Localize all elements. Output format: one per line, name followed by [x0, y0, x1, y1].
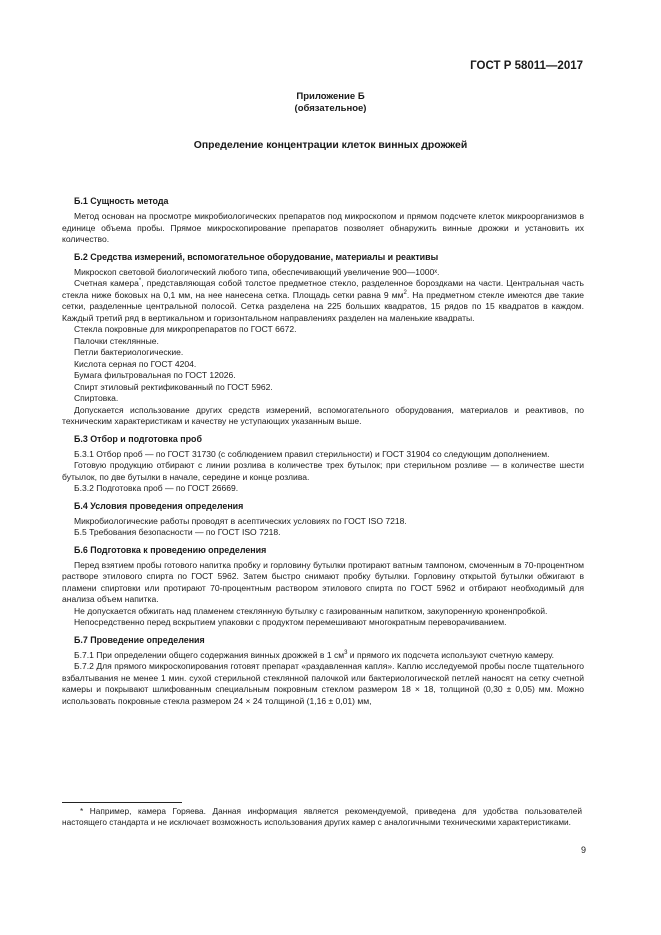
list-item: Стекла покровные для микропрепаратов по ГОСТ 6672.: [74, 324, 297, 334]
section-b2: [62, 251, 584, 428]
paragraph-counting-chamber: Счетная камера*, представляющая собой толстое предметное стекло, разделенное бороздками на части. Центральная часть стекла ниже боковых на 0,1 мм, на нее нанесена сетка. Площадь сетки равна 9 $мм^2$. На предметном стекле имеются две такие сетки, разделенные центральной полосой. Сетка разделена на 225 больших квадратов, 15 рядов по 15 квадратов в каждом. Каждый третий ряд в вертикальном и горизонтальном направлениях разделен на маленькие квадраты.: [62, 278, 584, 323]
paragraph: Микроскоп световой биологический любого типа, обеспечивающий увеличение 900—1000ˣ.: [74, 266, 440, 277]
section-heading: Б.1 Сущность метода: [74, 196, 169, 206]
list-item: Бумага фильтровальная по ГОСТ 12026.: [74, 370, 236, 380]
section-b1: [62, 195, 584, 246]
list-item: Палочки стеклянные.: [74, 335, 159, 346]
document-title: Определение концентрации клеток винных дрожжей: [193, 140, 468, 151]
paragraph: Б.7.1 При определении общего содержания винных дрожжей в 1 $см^3$ и прямого их подсчета используют счетную камеру.: [74, 649, 555, 660]
section-heading: Б.7 Проведение определения: [74, 634, 205, 645]
document-code: ГОСТ Р 58011—2017: [470, 60, 583, 72]
section-heading: Б.3 Отбор и подготовка проб: [74, 433, 202, 444]
footnote-divider: [62, 802, 182, 803]
section-b3: [62, 433, 584, 495]
paragraph: Микробиологические работы проводят в асептических условиях по ГОСТ ISO 7218.: [74, 515, 407, 526]
paragraph: Непосредственно перед вскрытием упаковки с продуктом перемешивают многократным переворачиванием.: [74, 617, 507, 627]
footnote: * Например, камера Горяева. Данная информация является рекомендуемой, приведена для удобства пользователей настоящего стандарта и не исключает возможность использования других камер с аналогичными техническими характеристиками.: [62, 806, 582, 827]
list-item: Спиртовка.: [74, 393, 119, 403]
page-number: 9: [580, 845, 586, 855]
appendix-label: Приложение Б: [296, 91, 365, 102]
list-item: Спирт этиловый ректификованный по ГОСТ 5962.: [74, 381, 273, 392]
section-heading: Б.4 Условия проведения определения: [74, 500, 244, 511]
list-item: Петли бактериологические.: [74, 347, 184, 357]
paragraph: Б.3.2 Подготовка проб — по ГОСТ 26669.: [74, 483, 239, 493]
paragraph: Перед взятием пробы готового напитка пробку и горловину бутылки протирают ватным тампоном, смоченным в 70-процентном растворе этилового спирта по ГОСТ 5962. Затем быстро снимают пробку бутылки. Горловину открытой бутылки обжигают в пламени спиртовки или протирают 70-процентным раствором этилового спирта по ГОСТ 5962 и отбирают необходимый для анализа объем напитка.: [62, 559, 584, 604]
paragraph: Метод основан на просмотре микробиологических препаратов под микроскопом и прямом подсчете клеток микроорганизмов в единице объема пробы. Прямое микроскопирование препаратов позволяет обнаружить винные дрожжи и установить их количество.: [62, 211, 584, 244]
appendix-header: [0, 91, 661, 115]
paragraph: Б.5 Требования безопасности — по ГОСТ ISO 7218.: [74, 527, 281, 537]
section-b4: [62, 500, 584, 539]
list-item: Кислота серная по ГОСТ 4204.: [74, 358, 197, 369]
section-heading: Б.6 Подготовка к проведению определения: [74, 544, 267, 555]
footnote-marker[interactable]: *: [138, 278, 142, 285]
section-b6: [62, 544, 584, 629]
paragraph: Готовую продукцию отбирают с линии розлива в количестве трех бутылок; при стерильном розливе — в количестве шести бутылок, по две бутылки в начале, середине и конце розлива.: [62, 460, 584, 482]
section-heading: Б.2 Средства измерений, вспомогательное оборудование, материалы и реактивы: [74, 251, 439, 262]
document-body: [62, 195, 584, 707]
section-b7: [62, 634, 584, 708]
paragraph: Не допускается обжигать над пламенем стеклянную бутылку с газированным напитком, закупоренную кроненпробкой.: [74, 605, 548, 616]
paragraph: Б.7.2 Для прямого микроскопирования готовят препарат «раздавленная капля». Каплю исследуемой пробы после тщательного взбалтывания не менее 1 мин. сухой стерильной стеклянной палочкой или бактериологической петлей наносят на сетку счетной камеры и покрывают шлифованным специальным покровным стеклом размером 18 × 18, толщиной (0,30 ± 0,05) мм. Можно использовать покровные стекла размером 24 × 24 толщиной (1,16 ± 0,01) мм,: [62, 661, 584, 706]
list-item: Допускается использование других средств измерений, вспомогательного оборудования, материалов и реактивов, по техническим характеристикам и качеству не уступающих указанным выше.: [62, 404, 584, 426]
paragraph: Б.3.1 Отбор проб — по ГОСТ 31730 (с соблюдением правил стерильности) и ГОСТ 31904 со следующим дополнением.: [74, 448, 550, 459]
appendix-status: (обязательное): [294, 103, 367, 114]
